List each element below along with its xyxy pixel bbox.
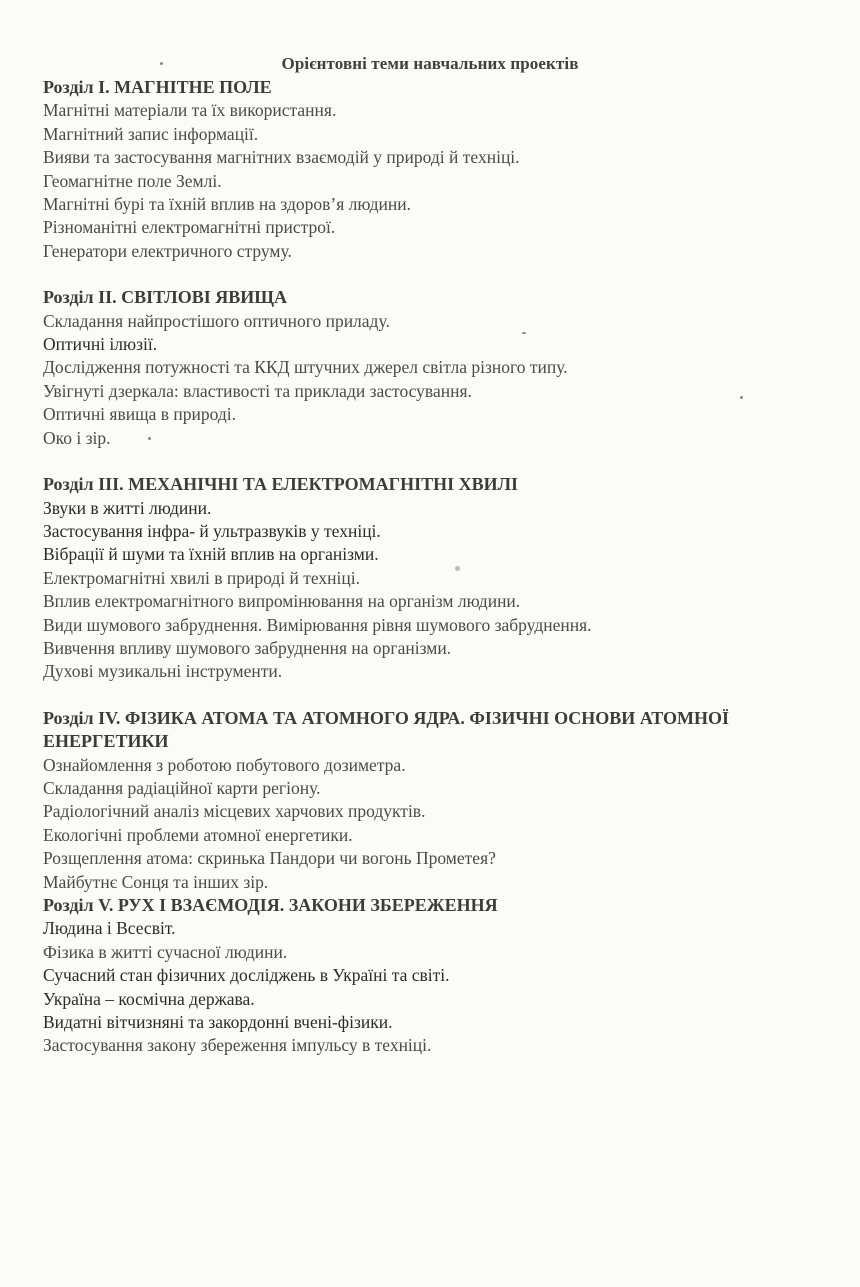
scan-speck <box>522 332 526 334</box>
topic-item: Вивчення впливу шумового забруднення на організми. <box>43 637 452 658</box>
topic-item: Магнітний запис інформації. <box>43 123 259 144</box>
section-4 <box>43 707 833 894</box>
section-heading: Розділ ІІ. СВІТЛОВІ ЯВИЩА <box>43 287 287 308</box>
section-1 <box>43 76 833 263</box>
scan-speck <box>148 437 151 440</box>
topic-item: Радіологічний аналіз місцевих харчових продуктів. <box>43 801 426 822</box>
topic-item: Магнітні бурі та їхній вплив на здоров’я людини. <box>43 194 411 215</box>
topic-item: Застосування інфра- й ультразвуків у техніці. <box>43 520 381 541</box>
topic-item: Різноманітні електромагнітні пристрої. <box>43 217 336 238</box>
topic-item: Розщеплення атома: скринька Пандори чи вогонь Прометея? <box>43 848 496 869</box>
topic-item: Духові музикальні інструменти. <box>43 661 283 682</box>
topic-item: Оптичні явища в природі. <box>43 404 236 425</box>
topic-item: Дослідження потужності та ККД штучних джерел світла різного типу. <box>43 357 568 378</box>
section-5 <box>43 894 833 1058</box>
scan-speck <box>455 566 460 571</box>
section-heading: Розділ ІІІ. МЕХАНІЧНІ ТА ЕЛЕКТРОМАГНІТНІ ХВИЛІ <box>43 474 519 495</box>
topic-item: Око і зір. <box>43 427 111 448</box>
topic-item: Людина і Всесвіт. <box>43 918 176 939</box>
topic-item: Генератори електричного струму. <box>43 240 292 261</box>
topic-item: Сучасний стан фізичних досліджень в Україні та світі. <box>43 965 450 986</box>
topic-item: Звуки в житті людини. <box>43 497 212 518</box>
topic-item: Видатні вітчизняні та закордонні вчені-фізики. <box>43 1012 393 1033</box>
topic-item: Геомагнітне поле Землі. <box>43 170 222 191</box>
topic-item: Ознайомлення з роботою побутового дозиметра. <box>43 754 406 775</box>
section-heading: Розділ V. РУХ І ВЗАЄМОДІЯ. ЗАКОНИ ЗБЕРЕЖЕННЯ <box>43 895 498 915</box>
topic-item: Види шумового забруднення. Вимірювання рівня шумового забруднення. <box>43 614 592 635</box>
document-title: Орієнтовні теми навчальних проектів <box>281 54 579 73</box>
scan-speck <box>160 62 163 65</box>
topic-item: Магнітні матеріали та їх використання. <box>43 100 337 121</box>
topic-item: Україна – космічна держава. <box>43 988 255 1009</box>
topic-item: Екологічні проблеми атомної енергетики. <box>43 824 353 845</box>
topic-item: Вплив електромагнітного випромінювання на організм людини. <box>43 591 521 612</box>
topic-item: Складання радіаційної карти регіону. <box>43 777 321 798</box>
topic-item: Електромагнітні хвилі в природі й техніці. <box>43 567 360 588</box>
section-2 <box>43 286 833 450</box>
topic-item: Оптичні ілюзії. <box>43 334 158 355</box>
section-heading: Розділ І. МАГНІТНЕ ПОЛЕ <box>43 77 272 97</box>
topic-item: Вияви та застосування магнітних взаємодій у природі й техніці. <box>43 147 520 168</box>
topic-item: Застосування закону збереження імпульсу в техніці. <box>43 1035 432 1056</box>
section-3 <box>43 473 833 684</box>
topic-item: Складання найпростішого оптичного приладу. <box>43 310 390 331</box>
section-heading: Розділ IV. ФІЗИКА АТОМА ТА АТОМНОГО ЯДРА. ФІЗИЧНІ ОСНОВИ АТОМНОЇ ЕНЕРГЕТИКИ <box>43 707 729 752</box>
scan-speck <box>740 396 743 399</box>
topic-item: Майбутнє Сонця та інших зір. <box>43 871 269 892</box>
document-body <box>43 76 833 1058</box>
topic-item: Увігнуті дзеркала: властивості та приклади застосування. <box>43 380 472 401</box>
topic-item: Вібрації й шуми та їхній вплив на організми. <box>43 544 379 565</box>
topic-item: Фізика в житті сучасної людини. <box>43 941 288 962</box>
